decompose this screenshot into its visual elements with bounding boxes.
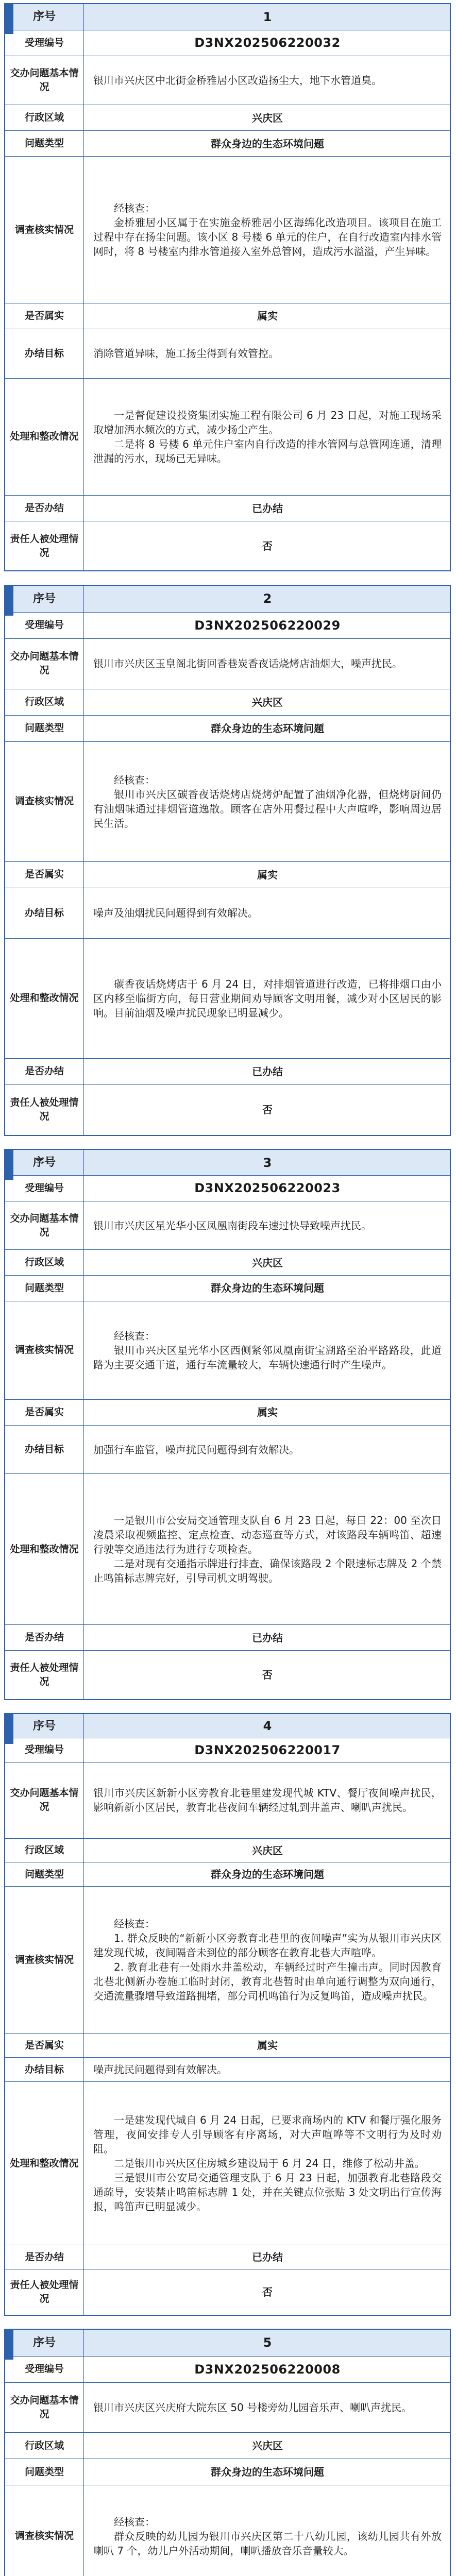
rectification-label: 处理和整改情况 (5, 1474, 84, 1625)
investigation-text (84, 157, 450, 303)
accountability-value: 否 (84, 2269, 450, 2315)
verified-label: 是否属实 (5, 1400, 84, 1426)
case-number-row (5, 2330, 450, 2356)
rectification-text (84, 938, 450, 1058)
goal-label: 办结目标 (5, 329, 84, 378)
goal-text: 加强行车监管，噪声扰民问题得到有效解决。 (84, 1425, 450, 1474)
problem-text: 银川市兴庆区兴庆府大院东区 50 号楼旁幼儿园音乐声、喇叭声扰民。 (84, 2382, 450, 2433)
closed-label: 是否办结 (5, 2245, 84, 2269)
type-label: 问题类型 (5, 1275, 84, 1301)
problem-text: 银川市兴庆区中北街金桥雅居小区改造扬尘大，地下水管道臭。 (84, 56, 450, 105)
paragraph: 经核查： (114, 773, 155, 786)
case-card (4, 3, 451, 571)
problem-row (5, 2382, 450, 2433)
investigation-label: 调查核实情况 (5, 157, 84, 303)
problem-label: 交办问题基本情况 (5, 56, 84, 105)
closed-label: 是否办结 (5, 1625, 84, 1651)
verified-row (5, 303, 450, 329)
paragraph: 1. 群众反映的“新新小区旁教育北巷里的夜间噪声”实为从银川市兴庆区建发现代城，夜间隔音未到位的部分顾客在教育北巷大声喧哗。 (93, 1932, 442, 1959)
case-number-label: 序号 (5, 1150, 84, 1176)
card-accent-bar (5, 2330, 13, 2360)
district-label: 行政区域 (5, 1838, 84, 1862)
case-number: 5 (84, 2330, 450, 2356)
case-code-label: 受理编号 (5, 2356, 84, 2382)
district-row (5, 2433, 450, 2459)
paragraph: 碳香夜话烧烤店于 6 月 24 日，对排烟管道进行改造，已将排烟口由小区内移至临街方向，每日营业期间劝导顾客文明用餐，减少对小区居民的影响。目前油烟及噪声扰民现象已明显减少。 (93, 977, 442, 1019)
district-row (5, 689, 450, 715)
closed-value: 已办结 (84, 496, 450, 521)
paragraph: 二是对现有交通指示牌进行排查，确保该路段 2 个限速标志牌及 2 个禁止鸣笛标志牌完好，引导司机文明驾驶。 (93, 1557, 442, 1585)
district-value: 兴庆区 (84, 1838, 450, 1862)
paragraph: 三是银川市公安局交通管理支队于 6 月 23 日起，加强教育北巷路段交通疏导，安装禁止鸣笛标志牌 1 处，并在关键点位张贴 3 处文明出行宣传海报，鸣笛声已明显减少。 (93, 2172, 442, 2213)
type-row (5, 715, 450, 741)
case-code-label: 受理编号 (5, 1176, 84, 1201)
closed-row (5, 2245, 450, 2269)
accountability-row (5, 521, 450, 571)
verified-label: 是否属实 (5, 861, 84, 888)
type-value: 群众身边的生态环境问题 (84, 2459, 450, 2485)
type-row (5, 2459, 450, 2485)
case-number-row (5, 1714, 450, 1738)
paragraph: 银川市兴庆区碳香夜话烧烤店烧烤炉配置了油烟净化器，但烧烤厨间仍有油烟味通过排烟管道逸散。顾客在店外用餐过程中大声喧哗，影响周边居民生活。 (93, 788, 442, 829)
paragraph: 一是银川市公安局交通管理支队自 6 月 23 日起，每日 22：00 至次日凌晨采取视频监控、定点检查、动态巡查等方式，对该路段车辆鸣笛、超速行驶等交通违法行为进行专项检查。 (93, 1514, 442, 1556)
closed-value: 已办结 (84, 1625, 450, 1651)
case-code: D3NX202506220029 (84, 612, 450, 638)
case-card (4, 1149, 451, 1700)
goal-label: 办结目标 (5, 1425, 84, 1474)
closed-value: 已办结 (84, 1058, 450, 1084)
case-number-label: 序号 (5, 2330, 84, 2356)
rectification-label: 处理和整改情况 (5, 2081, 84, 2245)
problem-row (5, 638, 450, 689)
case-table (5, 2330, 450, 2576)
investigation-row (5, 1301, 450, 1400)
case-card (4, 585, 451, 1136)
case-number: 4 (84, 1714, 450, 1738)
investigation-label: 调查核实情况 (5, 2485, 84, 2576)
case-code-row (5, 2356, 450, 2382)
closed-row (5, 496, 450, 521)
case-table (5, 1150, 450, 1699)
closed-row (5, 1058, 450, 1084)
paragraph: 2. 教育北巷有一处雨水井盖松动，车辆经过时产生撞击声。同时因教育北巷北侧新办卷施工临时封闭，教育北巷暂时由单向通行调整为双向通行，交通流量骤增导致道路拥堵，部分司机鸣笛行为反复鸣笛，造成噪声扰民。 (93, 1961, 442, 2003)
district-label: 行政区域 (5, 2433, 84, 2459)
case-number-row (5, 1150, 450, 1176)
case-code-label: 受理编号 (5, 1738, 84, 1762)
closed-value: 已办结 (84, 2245, 450, 2269)
type-value: 群众身边的生态环境问题 (84, 715, 450, 741)
paragraph: 经核查： (114, 202, 155, 215)
goal-row (5, 888, 450, 939)
paragraph: 经核查： (114, 1918, 155, 1930)
case-code-row (5, 612, 450, 638)
district-label: 行政区域 (5, 1250, 84, 1276)
accountability-value: 否 (84, 521, 450, 571)
case-number: 1 (84, 4, 450, 30)
paragraph: 一是建发现代城自 6 月 24 日起，已要求商场内的 KTV 和餐厅强化服务管理，夜间安排专人引导顾客有序离场，对大声喧哗等不文明行为及时劝阻。 (93, 2114, 442, 2156)
goal-row (5, 2058, 450, 2082)
goal-label: 办结目标 (5, 888, 84, 939)
case-code-label: 受理编号 (5, 30, 84, 56)
type-value: 群众身边的生态环境问题 (84, 1275, 450, 1301)
district-value: 兴庆区 (84, 105, 450, 131)
problem-text: 银川市兴庆区玉皇阁北街回香巷炭香夜话烧烤店油烟大，噪声扰民。 (84, 638, 450, 689)
accountability-label: 责任人被处理情况 (5, 521, 84, 571)
rectification-row (5, 938, 450, 1058)
problem-label: 交办问题基本情况 (5, 1762, 84, 1838)
paragraph: 经核查： (114, 2515, 155, 2528)
problem-text: 银川市兴庆区星光华小区凤凰南街段车速过快导致噪声扰民。 (84, 1201, 450, 1250)
case-number-label: 序号 (5, 4, 84, 30)
case-number-label: 序号 (5, 1714, 84, 1738)
investigation-text (84, 1886, 450, 2033)
verified-row (5, 861, 450, 888)
case-code: D3NX202506220023 (84, 1176, 450, 1201)
case-table (5, 1714, 450, 2315)
problem-label: 交办问题基本情况 (5, 638, 84, 689)
paragraph: 经核查： (114, 1329, 155, 1342)
paragraph: 二是银川市兴庆区住房城乡建设局于 6 月 24 日，维修了松动井盖。 (114, 2157, 425, 2170)
goal-text: 噪声扰民问题得到有效解决。 (84, 2058, 450, 2082)
accountability-value: 否 (84, 1651, 450, 1700)
case-code-row (5, 30, 450, 56)
case-code: D3NX202506220032 (84, 30, 450, 56)
investigation-row (5, 742, 450, 862)
accountability-row (5, 1084, 450, 1135)
goal-row (5, 329, 450, 378)
accountability-row (5, 1651, 450, 1700)
case-code-row (5, 1738, 450, 1762)
case-card (4, 1713, 451, 2316)
accountability-label: 责任人被处理情况 (5, 1084, 84, 1135)
investigation-row (5, 157, 450, 303)
problem-row (5, 1201, 450, 1250)
accountability-row (5, 2269, 450, 2315)
paragraph: 群众反映的幼儿园为银川市兴庆区第二十八幼儿园，该幼儿园共有外放喇叭 7 个，幼儿户外活动期间，喇叭播放音乐音量较大。 (93, 2530, 442, 2557)
paragraph: 二是将 8 号楼 6 单元住户室内自行改造的排水管网与总管网连通，清理泄漏的污水，现场已无异味。 (93, 437, 442, 465)
type-label: 问题类型 (5, 2459, 84, 2485)
verified-value: 属实 (84, 1400, 450, 1426)
closed-label: 是否办结 (5, 1058, 84, 1084)
goal-text: 消除管道异味，施工扬尘得到有效管控。 (84, 329, 450, 378)
rectification-text (84, 378, 450, 496)
investigation-label: 调查核实情况 (5, 1301, 84, 1400)
case-number: 3 (84, 1150, 450, 1176)
verified-row (5, 1400, 450, 1426)
rectification-text (84, 2081, 450, 2245)
type-value: 群众身边的生态环境问题 (84, 131, 450, 157)
rectification-row (5, 2081, 450, 2245)
case-code: D3NX202506220008 (84, 2356, 450, 2382)
case-card (4, 2329, 451, 2576)
investigation-label: 调查核实情况 (5, 1886, 84, 2033)
paragraph: 一是督促建设投资集团实施工程有限公司 6 月 23 日起，对施工现场采取增加洒水频次的方式，减少扬尘产生。 (93, 409, 442, 436)
verified-label: 是否属实 (5, 2033, 84, 2058)
verified-value: 属实 (84, 861, 450, 888)
case-table (5, 586, 450, 1135)
verified-value: 属实 (84, 303, 450, 329)
investigation-row (5, 2485, 450, 2576)
case-number-row (5, 586, 450, 612)
investigation-text (84, 1301, 450, 1400)
investigation-text (84, 2485, 450, 2576)
district-label: 行政区域 (5, 105, 84, 131)
case-code: D3NX202506220017 (84, 1738, 450, 1762)
goal-text: 噪声及油烟扰民问题得到有效解决。 (84, 888, 450, 939)
accountability-label: 责任人被处理情况 (5, 1651, 84, 1700)
rectification-text (84, 1474, 450, 1625)
problem-row (5, 56, 450, 105)
card-accent-bar (5, 1714, 13, 1744)
investigation-row (5, 1886, 450, 2033)
rectification-label: 处理和整改情况 (5, 938, 84, 1058)
type-label: 问题类型 (5, 131, 84, 157)
case-number-label: 序号 (5, 586, 84, 612)
card-accent-bar (5, 4, 13, 34)
district-row (5, 1250, 450, 1276)
district-row (5, 1838, 450, 1862)
goal-label: 办结目标 (5, 2058, 84, 2082)
type-label: 问题类型 (5, 715, 84, 741)
verified-value: 属实 (84, 2033, 450, 2058)
paragraph: 金桥雅居小区属于在实施金桥雅居小区海绵化改造项目。该项目在施工过程中存在扬尘问题。该小区 8 号楼 6 单元的住户，在自行改造室内排水管网时，将 8 号楼室内排水管道接入室外总管网，造成污水溢溢，产生异味。 (93, 216, 442, 258)
case-table (5, 4, 450, 570)
paragraph: 银川市兴庆区星光华小区西侧紧邻凤凰南街宝湖路至治平路路段，此道路为主要交通干道，通行车流量较大，车辆快速通行时产生噪声。 (93, 1344, 442, 1371)
verified-row (5, 2033, 450, 2058)
district-value: 兴庆区 (84, 2433, 450, 2459)
case-number-row (5, 4, 450, 30)
type-value: 群众身边的生态环境问题 (84, 1862, 450, 1887)
case-number: 2 (84, 586, 450, 612)
rectification-row (5, 1474, 450, 1625)
goal-row (5, 1425, 450, 1474)
investigation-text (84, 742, 450, 862)
type-row (5, 131, 450, 157)
card-accent-bar (5, 586, 13, 616)
problem-label: 交办问题基本情况 (5, 2382, 84, 2433)
investigation-label: 调查核实情况 (5, 742, 84, 862)
district-value: 兴庆区 (84, 689, 450, 715)
problem-text: 银川市兴庆区新新小区旁教育北巷里建发现代城 KTV、餐厅夜间噪声扰民，影响新新小区居民，教育北巷夜间车辆经过轧到井盖声、喇叭声扰民。 (84, 1762, 450, 1838)
district-row (5, 105, 450, 131)
accountability-value: 否 (84, 1084, 450, 1135)
closed-row (5, 1625, 450, 1651)
rectification-row (5, 378, 450, 496)
closed-label: 是否办结 (5, 496, 84, 521)
case-code-row (5, 1176, 450, 1201)
district-label: 行政区域 (5, 689, 84, 715)
type-row (5, 1275, 450, 1301)
problem-row (5, 1762, 450, 1838)
type-label: 问题类型 (5, 1862, 84, 1887)
rectification-label: 处理和整改情况 (5, 378, 84, 496)
type-row (5, 1862, 450, 1887)
problem-label: 交办问题基本情况 (5, 1201, 84, 1250)
case-code-label: 受理编号 (5, 612, 84, 638)
accountability-label: 责任人被处理情况 (5, 2269, 84, 2315)
verified-label: 是否属实 (5, 303, 84, 329)
district-value: 兴庆区 (84, 1250, 450, 1276)
card-accent-bar (5, 1150, 13, 1180)
